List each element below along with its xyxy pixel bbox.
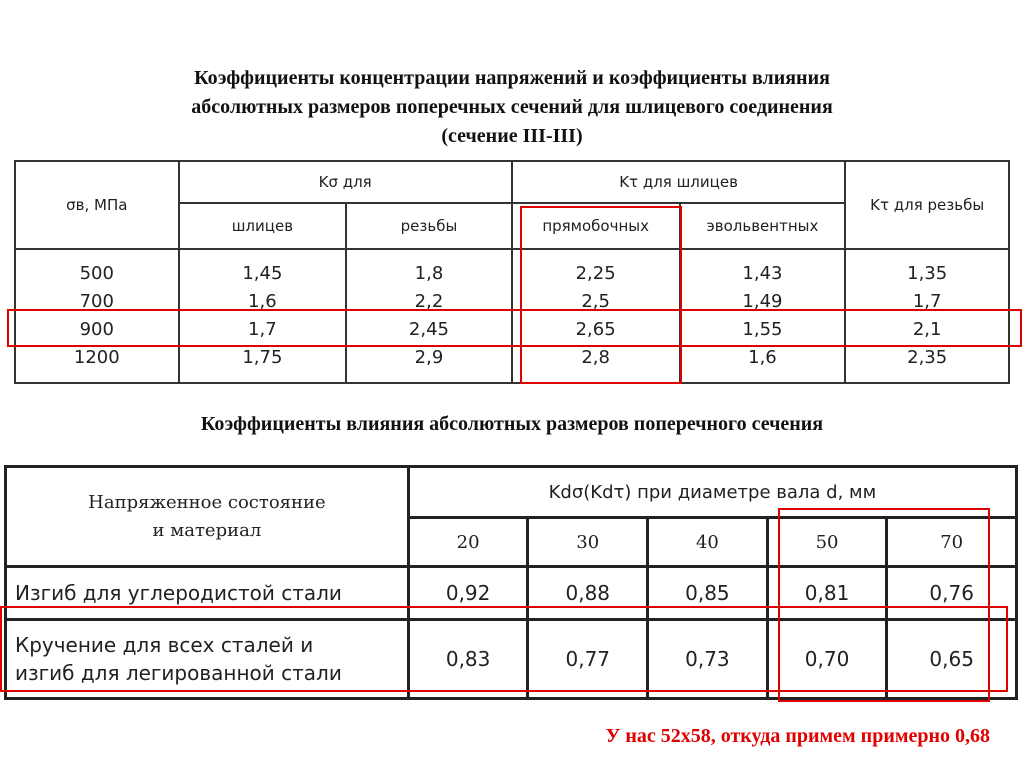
- cell: 1,6: [248, 291, 277, 312]
- cell: 0,92: [408, 567, 528, 620]
- cell: 1200: [73, 347, 120, 368]
- header-ktau-slots: Kτ для шлицев: [512, 161, 846, 203]
- header-sigma: σв, МПа: [15, 161, 179, 249]
- row-label-bending-carbon: Изгиб для углеродистой стали: [6, 567, 409, 620]
- diameter-20: 20: [408, 518, 528, 567]
- cell: 1,49: [742, 291, 783, 312]
- cell: 1,6: [748, 347, 777, 368]
- subheader-involute: эвольвентных: [680, 203, 846, 249]
- header-state-line1: Напряженное состояние: [88, 491, 326, 513]
- cell: 2,9: [414, 347, 444, 368]
- highlight-straight-column: [520, 206, 682, 384]
- note-text: У нас 52х58, откуда примем примерно 0,68: [605, 725, 990, 747]
- cell: 2,2: [414, 291, 444, 312]
- highlight-900-row: [7, 309, 1022, 347]
- highlight-torsion-row: [0, 606, 1008, 692]
- cell: 1,75: [242, 347, 283, 368]
- diameter-30: 30: [528, 518, 648, 567]
- cell: 0,83: [408, 620, 528, 699]
- main-title: [20, 64, 1004, 151]
- main-title-line3: (сечение III-III): [441, 125, 583, 147]
- diameter-40: 40: [648, 518, 768, 567]
- cell: 0,76: [887, 567, 1017, 620]
- cell: 1,35: [907, 263, 948, 284]
- cell: 2,1: [912, 319, 942, 340]
- cell: 1,8: [414, 263, 444, 284]
- cell: 1,7: [912, 291, 942, 312]
- cell: 2,25: [575, 263, 616, 284]
- cell: 1,45: [242, 263, 283, 284]
- cell: 0,65: [887, 620, 1017, 699]
- cell: 1,7: [248, 319, 277, 340]
- subheader-slots: шлицев: [179, 203, 347, 249]
- cell: 0,88: [528, 567, 648, 620]
- stress-concentration-table: [14, 160, 1010, 384]
- row-label-line1: Кручение для всех сталей и: [15, 633, 314, 657]
- cell: 2,5: [581, 291, 610, 312]
- section-title: Коэффициенты влияния абсолютных размеров поперечного сечения: [200, 413, 824, 435]
- cell: 0,70: [767, 620, 887, 699]
- cell: 1,43: [742, 263, 783, 284]
- header-ksigma: Kσ для: [179, 161, 512, 203]
- cell: 1,55: [742, 319, 783, 340]
- row-label-line2: изгиб для легированной стали: [15, 661, 342, 685]
- cell: 2,65: [575, 319, 616, 340]
- cell: 0,85: [648, 567, 768, 620]
- subheader-straight: прямобочных: [512, 203, 680, 249]
- cell: 500: [79, 263, 114, 284]
- main-title-line1: Коэффициенты концентрации напряжений и коэффициенты влияния: [194, 67, 830, 89]
- cell: 2,45: [408, 319, 449, 340]
- cell: 0,73: [648, 620, 768, 699]
- cell: 2,35: [907, 347, 948, 368]
- header-state-line2: и материал: [152, 519, 262, 541]
- header-ktau-thread: Kτ для резьбы: [845, 161, 1009, 249]
- cell: 2,8: [581, 347, 610, 368]
- subheader-thread: резьбы: [346, 203, 512, 249]
- cell: 900: [79, 319, 114, 340]
- cell: 0,77: [528, 620, 648, 699]
- main-title-line2: абсолютных размеров поперечных сечений для шлицевого соединения: [191, 96, 833, 118]
- cell: 0,81: [767, 567, 887, 620]
- diameter-50: 50: [767, 518, 887, 567]
- header-diameter: Kdσ(Kdτ) при диаметре вала d, мм: [408, 467, 1016, 518]
- diameter-70: 70: [887, 518, 1017, 567]
- cell: 700: [79, 291, 114, 312]
- header-state-material: [6, 467, 409, 567]
